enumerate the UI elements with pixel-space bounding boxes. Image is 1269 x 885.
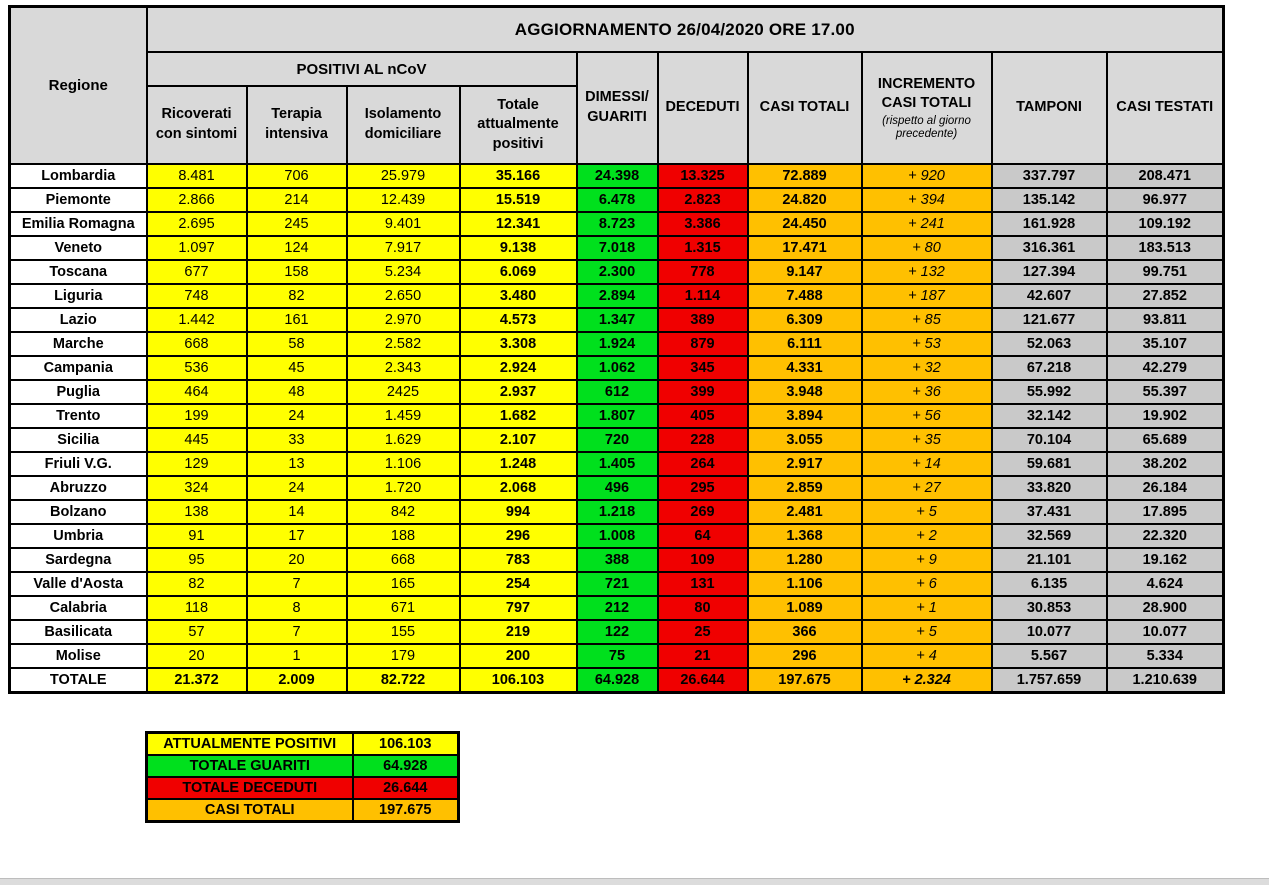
cell-totale-positivi: 254 — [460, 572, 577, 596]
cell-casi-testati: 93.811 — [1107, 308, 1224, 332]
cell-tamponi: 10.077 — [992, 620, 1107, 644]
cell-isolamento: 2.650 — [347, 284, 460, 308]
cell-tamponi: 37.431 — [992, 500, 1107, 524]
cell-incremento: + 27 — [862, 476, 992, 500]
cell-incremento: + 241 — [862, 212, 992, 236]
cell-isolamento: 188 — [347, 524, 460, 548]
cell-ricoverati: 536 — [147, 356, 247, 380]
cell-isolamento: 2.970 — [347, 308, 460, 332]
cell-terapia: 1 — [247, 644, 347, 668]
cell-casi-testati: 38.202 — [1107, 452, 1224, 476]
table-header — [10, 7, 1224, 165]
summary-table — [145, 731, 460, 823]
column-header-totale-positivi: Totale attualmente positivi — [460, 86, 577, 164]
cell-terapia: 706 — [247, 164, 347, 188]
cell-isolamento: 165 — [347, 572, 460, 596]
cell-isolamento: 1.720 — [347, 476, 460, 500]
cell-terapia: 124 — [247, 236, 347, 260]
cell-ricoverati: 464 — [147, 380, 247, 404]
cell-isolamento: 155 — [347, 620, 460, 644]
cell-deceduti: 1.315 — [658, 236, 748, 260]
cell-casi-testati: 17.895 — [1107, 500, 1224, 524]
region-name-cell: Basilicata — [10, 620, 147, 644]
cell-casi-totali: 1.368 — [748, 524, 862, 548]
column-header-ricoverati: Ricoverati con sintomi — [147, 86, 247, 164]
region-name-cell: Umbria — [10, 524, 147, 548]
cell-incremento: + 4 — [862, 644, 992, 668]
cell-incremento: + 132 — [862, 260, 992, 284]
cell-ricoverati: 1.097 — [147, 236, 247, 260]
region-name-cell: Emilia Romagna — [10, 212, 147, 236]
cell-dimessi-guariti: 6.478 — [577, 188, 658, 212]
cell-casi-testati: 35.107 — [1107, 332, 1224, 356]
cell-ricoverati: 118 — [147, 596, 247, 620]
cell-deceduti: 2.823 — [658, 188, 748, 212]
summary-label-cell: TOTALE DECEDUTI — [147, 777, 353, 799]
cell-isolamento: 82.722 — [347, 668, 460, 693]
region-name-cell: Calabria — [10, 596, 147, 620]
cell-terapia: 45 — [247, 356, 347, 380]
cell-ricoverati: 82 — [147, 572, 247, 596]
cell-casi-totali: 3.894 — [748, 404, 862, 428]
table-row — [10, 644, 1224, 668]
cell-ricoverati: 95 — [147, 548, 247, 572]
region-name-cell: Valle d'Aosta — [10, 572, 147, 596]
cell-casi-totali: 2.481 — [748, 500, 862, 524]
cell-isolamento: 5.234 — [347, 260, 460, 284]
cell-casi-totali: 24.820 — [748, 188, 862, 212]
table-row — [10, 476, 1224, 500]
cell-deceduti: 295 — [658, 476, 748, 500]
cell-terapia: 20 — [247, 548, 347, 572]
table-row — [10, 308, 1224, 332]
cell-ricoverati: 20 — [147, 644, 247, 668]
cell-tamponi: 316.361 — [992, 236, 1107, 260]
cell-totale-positivi: 783 — [460, 548, 577, 572]
cell-casi-totali: 2.859 — [748, 476, 862, 500]
cell-incremento: + 394 — [862, 188, 992, 212]
region-name-cell: Sardegna — [10, 548, 147, 572]
cell-deceduti: 3.386 — [658, 212, 748, 236]
cell-ricoverati: 2.866 — [147, 188, 247, 212]
region-name-cell: Trento — [10, 404, 147, 428]
total-label-cell: TOTALE — [10, 668, 147, 693]
summary-value-cell: 64.928 — [353, 755, 459, 777]
cell-casi-totali: 4.331 — [748, 356, 862, 380]
cell-terapia: 13 — [247, 452, 347, 476]
cell-dimessi-guariti: 1.008 — [577, 524, 658, 548]
cell-deceduti: 405 — [658, 404, 748, 428]
region-name-cell: Friuli V.G. — [10, 452, 147, 476]
table-row — [10, 548, 1224, 572]
positivi-group-header: POSITIVI AL nCoV — [147, 52, 577, 86]
column-header-casi-totali: CASI TOTALI — [748, 52, 862, 164]
region-name-cell: Liguria — [10, 284, 147, 308]
region-column-header: Regione — [10, 7, 147, 165]
cell-casi-testati: 109.192 — [1107, 212, 1224, 236]
cell-ricoverati: 21.372 — [147, 668, 247, 693]
cell-casi-testati: 26.184 — [1107, 476, 1224, 500]
incremento-label: INCREMENTO CASI TOTALI — [877, 75, 976, 112]
cell-tamponi: 121.677 — [992, 308, 1107, 332]
cell-incremento: + 32 — [862, 356, 992, 380]
summary-label-cell: ATTUALMENTE POSITIVI — [147, 733, 353, 756]
cell-dimessi-guariti: 212 — [577, 596, 658, 620]
cell-casi-totali: 6.309 — [748, 308, 862, 332]
cell-tamponi: 135.142 — [992, 188, 1107, 212]
cell-dimessi-guariti: 388 — [577, 548, 658, 572]
cell-tamponi: 21.101 — [992, 548, 1107, 572]
region-name-cell: Abruzzo — [10, 476, 147, 500]
cell-tamponi: 127.394 — [992, 260, 1107, 284]
cell-ricoverati: 445 — [147, 428, 247, 452]
cell-ricoverati: 1.442 — [147, 308, 247, 332]
cell-casi-testati: 10.077 — [1107, 620, 1224, 644]
cell-casi-testati: 208.471 — [1107, 164, 1224, 188]
cell-totale-positivi: 200 — [460, 644, 577, 668]
cell-casi-testati: 183.513 — [1107, 236, 1224, 260]
cell-totale-positivi: 3.480 — [460, 284, 577, 308]
cell-casi-testati: 42.279 — [1107, 356, 1224, 380]
cell-ricoverati: 677 — [147, 260, 247, 284]
cell-casi-testati: 19.902 — [1107, 404, 1224, 428]
cell-terapia: 17 — [247, 524, 347, 548]
region-name-cell: Lombardia — [10, 164, 147, 188]
cell-deceduti: 109 — [658, 548, 748, 572]
cell-dimessi-guariti: 2.894 — [577, 284, 658, 308]
region-name-cell: Sicilia — [10, 428, 147, 452]
cell-casi-testati: 28.900 — [1107, 596, 1224, 620]
cell-totale-positivi: 2.924 — [460, 356, 577, 380]
cell-tamponi: 337.797 — [992, 164, 1107, 188]
cell-isolamento: 1.629 — [347, 428, 460, 452]
summary-row — [147, 733, 459, 756]
cell-ricoverati: 57 — [147, 620, 247, 644]
column-header-incremento — [862, 52, 992, 164]
cell-casi-totali: 6.111 — [748, 332, 862, 356]
incremento-note: (rispetto al giorno precedente) — [882, 114, 971, 141]
cell-incremento: + 6 — [862, 572, 992, 596]
table-row — [10, 164, 1224, 188]
cell-incremento: + 187 — [862, 284, 992, 308]
cell-casi-testati: 27.852 — [1107, 284, 1224, 308]
cell-deceduti: 879 — [658, 332, 748, 356]
cell-terapia: 24 — [247, 476, 347, 500]
table-row — [10, 188, 1224, 212]
cell-ricoverati: 199 — [147, 404, 247, 428]
cell-tamponi: 52.063 — [992, 332, 1107, 356]
cell-totale-positivi: 1.682 — [460, 404, 577, 428]
table-row — [10, 500, 1224, 524]
table-row — [10, 212, 1224, 236]
cell-incremento: + 14 — [862, 452, 992, 476]
cell-totale-positivi: 296 — [460, 524, 577, 548]
cell-tamponi: 70.104 — [992, 428, 1107, 452]
cell-casi-totali: 72.889 — [748, 164, 862, 188]
cell-dimessi-guariti: 612 — [577, 380, 658, 404]
summary-value-cell: 106.103 — [353, 733, 459, 756]
cell-isolamento: 25.979 — [347, 164, 460, 188]
table-row — [10, 428, 1224, 452]
column-header-terapia-intensiva: Terapia intensiva — [247, 86, 347, 164]
cell-totale-positivi: 1.248 — [460, 452, 577, 476]
table-row — [10, 236, 1224, 260]
cell-incremento: + 9 — [862, 548, 992, 572]
cell-casi-testati: 96.977 — [1107, 188, 1224, 212]
cell-totale-positivi: 6.069 — [460, 260, 577, 284]
cell-deceduti: 131 — [658, 572, 748, 596]
cell-incremento: + 1 — [862, 596, 992, 620]
cell-deceduti: 25 — [658, 620, 748, 644]
region-name-cell: Marche — [10, 332, 147, 356]
cell-incremento: + 85 — [862, 308, 992, 332]
region-name-cell: Campania — [10, 356, 147, 380]
page-title: AGGIORNAMENTO 26/04/2020 ORE 17.00 — [147, 7, 1224, 53]
cell-totale-positivi: 994 — [460, 500, 577, 524]
cell-dimessi-guariti: 496 — [577, 476, 658, 500]
cell-ricoverati: 668 — [147, 332, 247, 356]
cell-tamponi: 33.820 — [992, 476, 1107, 500]
cell-incremento: + 2 — [862, 524, 992, 548]
cell-totale-positivi: 2.107 — [460, 428, 577, 452]
cell-casi-totali: 1.106 — [748, 572, 862, 596]
table-row — [10, 524, 1224, 548]
summary-row — [147, 777, 459, 799]
column-header-isolamento: Isolamento domiciliare — [347, 86, 460, 164]
cell-tamponi: 161.928 — [992, 212, 1107, 236]
table-row — [10, 596, 1224, 620]
cell-casi-testati: 22.320 — [1107, 524, 1224, 548]
cell-dimessi-guariti: 2.300 — [577, 260, 658, 284]
cell-isolamento: 7.917 — [347, 236, 460, 260]
cell-tamponi: 30.853 — [992, 596, 1107, 620]
cell-incremento: + 2.324 — [862, 668, 992, 693]
table-row — [10, 620, 1224, 644]
cell-incremento: + 56 — [862, 404, 992, 428]
region-name-cell: Molise — [10, 644, 147, 668]
cell-terapia: 24 — [247, 404, 347, 428]
cell-tamponi: 59.681 — [992, 452, 1107, 476]
cell-totale-positivi: 35.166 — [460, 164, 577, 188]
cell-dimessi-guariti: 8.723 — [577, 212, 658, 236]
cell-incremento: + 80 — [862, 236, 992, 260]
cell-totale-positivi: 9.138 — [460, 236, 577, 260]
cell-deceduti: 228 — [658, 428, 748, 452]
covid-regions-table — [8, 5, 1225, 694]
cell-dimessi-guariti: 720 — [577, 428, 658, 452]
cell-isolamento: 1.459 — [347, 404, 460, 428]
cell-casi-totali: 24.450 — [748, 212, 862, 236]
cell-isolamento: 2.343 — [347, 356, 460, 380]
table-row — [10, 380, 1224, 404]
cell-terapia: 33 — [247, 428, 347, 452]
cell-isolamento: 1.106 — [347, 452, 460, 476]
cell-terapia: 82 — [247, 284, 347, 308]
cell-totale-positivi: 12.341 — [460, 212, 577, 236]
table-row — [10, 356, 1224, 380]
cell-terapia: 161 — [247, 308, 347, 332]
cell-incremento: + 5 — [862, 620, 992, 644]
cell-casi-totali: 3.055 — [748, 428, 862, 452]
cell-casi-totali: 1.089 — [748, 596, 862, 620]
cell-incremento: + 5 — [862, 500, 992, 524]
cell-ricoverati: 748 — [147, 284, 247, 308]
total-row — [10, 668, 1224, 693]
cell-dimessi-guariti: 64.928 — [577, 668, 658, 693]
cell-incremento: + 35 — [862, 428, 992, 452]
region-name-cell: Veneto — [10, 236, 147, 260]
summary-row — [147, 799, 459, 822]
cell-tamponi: 5.567 — [992, 644, 1107, 668]
cell-ricoverati: 2.695 — [147, 212, 247, 236]
region-name-cell: Bolzano — [10, 500, 147, 524]
cell-casi-totali: 3.948 — [748, 380, 862, 404]
cell-casi-testati: 65.689 — [1107, 428, 1224, 452]
table-row — [10, 572, 1224, 596]
cell-isolamento: 671 — [347, 596, 460, 620]
cell-tamponi: 1.757.659 — [992, 668, 1107, 693]
window-bottom-edge — [0, 878, 1269, 885]
cell-deceduti: 399 — [658, 380, 748, 404]
table-row — [10, 284, 1224, 308]
cell-deceduti: 80 — [658, 596, 748, 620]
cell-casi-totali: 17.471 — [748, 236, 862, 260]
cell-casi-testati: 5.334 — [1107, 644, 1224, 668]
column-header-dimessi-guariti: DIMESSI/ GUARITI — [577, 52, 658, 164]
cell-casi-totali: 296 — [748, 644, 862, 668]
cell-tamponi: 32.569 — [992, 524, 1107, 548]
table-row — [10, 404, 1224, 428]
region-name-cell: Puglia — [10, 380, 147, 404]
cell-incremento: + 53 — [862, 332, 992, 356]
table-row — [10, 332, 1224, 356]
cell-isolamento: 2425 — [347, 380, 460, 404]
cell-dimessi-guariti: 1.924 — [577, 332, 658, 356]
cell-dimessi-guariti: 1.807 — [577, 404, 658, 428]
cell-terapia: 2.009 — [247, 668, 347, 693]
table-row — [10, 260, 1224, 284]
cell-terapia: 58 — [247, 332, 347, 356]
summary-value-cell: 197.675 — [353, 799, 459, 822]
cell-deceduti: 64 — [658, 524, 748, 548]
cell-isolamento: 842 — [347, 500, 460, 524]
cell-totale-positivi: 2.068 — [460, 476, 577, 500]
cell-deceduti: 26.644 — [658, 668, 748, 693]
cell-terapia: 8 — [247, 596, 347, 620]
cell-incremento: + 920 — [862, 164, 992, 188]
region-name-cell: Piemonte — [10, 188, 147, 212]
cell-casi-testati: 99.751 — [1107, 260, 1224, 284]
cell-terapia: 7 — [247, 572, 347, 596]
table-row — [10, 452, 1224, 476]
cell-deceduti: 264 — [658, 452, 748, 476]
summary-value-cell: 26.644 — [353, 777, 459, 799]
cell-totale-positivi: 2.937 — [460, 380, 577, 404]
cell-isolamento: 12.439 — [347, 188, 460, 212]
cell-dimessi-guariti: 1.062 — [577, 356, 658, 380]
cell-ricoverati: 91 — [147, 524, 247, 548]
cell-terapia: 214 — [247, 188, 347, 212]
cell-ricoverati: 8.481 — [147, 164, 247, 188]
cell-dimessi-guariti: 721 — [577, 572, 658, 596]
cell-tamponi: 55.992 — [992, 380, 1107, 404]
cell-dimessi-guariti: 24.398 — [577, 164, 658, 188]
cell-terapia: 7 — [247, 620, 347, 644]
cell-totale-positivi: 106.103 — [460, 668, 577, 693]
cell-ricoverati: 324 — [147, 476, 247, 500]
cell-isolamento: 2.582 — [347, 332, 460, 356]
cell-casi-testati: 55.397 — [1107, 380, 1224, 404]
cell-casi-testati: 4.624 — [1107, 572, 1224, 596]
cell-totale-positivi: 219 — [460, 620, 577, 644]
cell-casi-totali: 366 — [748, 620, 862, 644]
cell-tamponi: 6.135 — [992, 572, 1107, 596]
cell-dimessi-guariti: 75 — [577, 644, 658, 668]
summary-label-cell: CASI TOTALI — [147, 799, 353, 822]
cell-tamponi: 32.142 — [992, 404, 1107, 428]
cell-casi-testati: 1.210.639 — [1107, 668, 1224, 693]
region-name-cell: Lazio — [10, 308, 147, 332]
cell-ricoverati: 138 — [147, 500, 247, 524]
cell-dimessi-guariti: 1.347 — [577, 308, 658, 332]
cell-casi-totali: 7.488 — [748, 284, 862, 308]
cell-dimessi-guariti: 1.405 — [577, 452, 658, 476]
summary-label-cell: TOTALE GUARITI — [147, 755, 353, 777]
cell-terapia: 48 — [247, 380, 347, 404]
cell-dimessi-guariti: 122 — [577, 620, 658, 644]
cell-deceduti: 21 — [658, 644, 748, 668]
cell-totale-positivi: 797 — [460, 596, 577, 620]
column-header-deceduti: DECEDUTI — [658, 52, 748, 164]
cell-deceduti: 13.325 — [658, 164, 748, 188]
cell-totale-positivi: 3.308 — [460, 332, 577, 356]
cell-deceduti: 269 — [658, 500, 748, 524]
cell-terapia: 158 — [247, 260, 347, 284]
cell-totale-positivi: 15.519 — [460, 188, 577, 212]
table-body — [10, 164, 1224, 693]
cell-terapia: 14 — [247, 500, 347, 524]
column-header-tamponi: TAMPONI — [992, 52, 1107, 164]
summary-table-body — [147, 733, 459, 822]
cell-deceduti: 389 — [658, 308, 748, 332]
cell-casi-totali: 197.675 — [748, 668, 862, 693]
cell-deceduti: 778 — [658, 260, 748, 284]
cell-dimessi-guariti: 1.218 — [577, 500, 658, 524]
cell-isolamento: 179 — [347, 644, 460, 668]
cell-tamponi: 42.607 — [992, 284, 1107, 308]
cell-casi-totali: 1.280 — [748, 548, 862, 572]
region-name-cell: Toscana — [10, 260, 147, 284]
cell-casi-totali: 2.917 — [748, 452, 862, 476]
summary-row — [147, 755, 459, 777]
cell-totale-positivi: 4.573 — [460, 308, 577, 332]
cell-dimessi-guariti: 7.018 — [577, 236, 658, 260]
cell-deceduti: 345 — [658, 356, 748, 380]
column-header-casi-testati: CASI TESTATI — [1107, 52, 1224, 164]
cell-tamponi: 67.218 — [992, 356, 1107, 380]
cell-isolamento: 668 — [347, 548, 460, 572]
cell-ricoverati: 129 — [147, 452, 247, 476]
cell-deceduti: 1.114 — [658, 284, 748, 308]
cell-isolamento: 9.401 — [347, 212, 460, 236]
cell-terapia: 245 — [247, 212, 347, 236]
cell-incremento: + 36 — [862, 380, 992, 404]
cell-casi-totali: 9.147 — [748, 260, 862, 284]
cell-casi-testati: 19.162 — [1107, 548, 1224, 572]
